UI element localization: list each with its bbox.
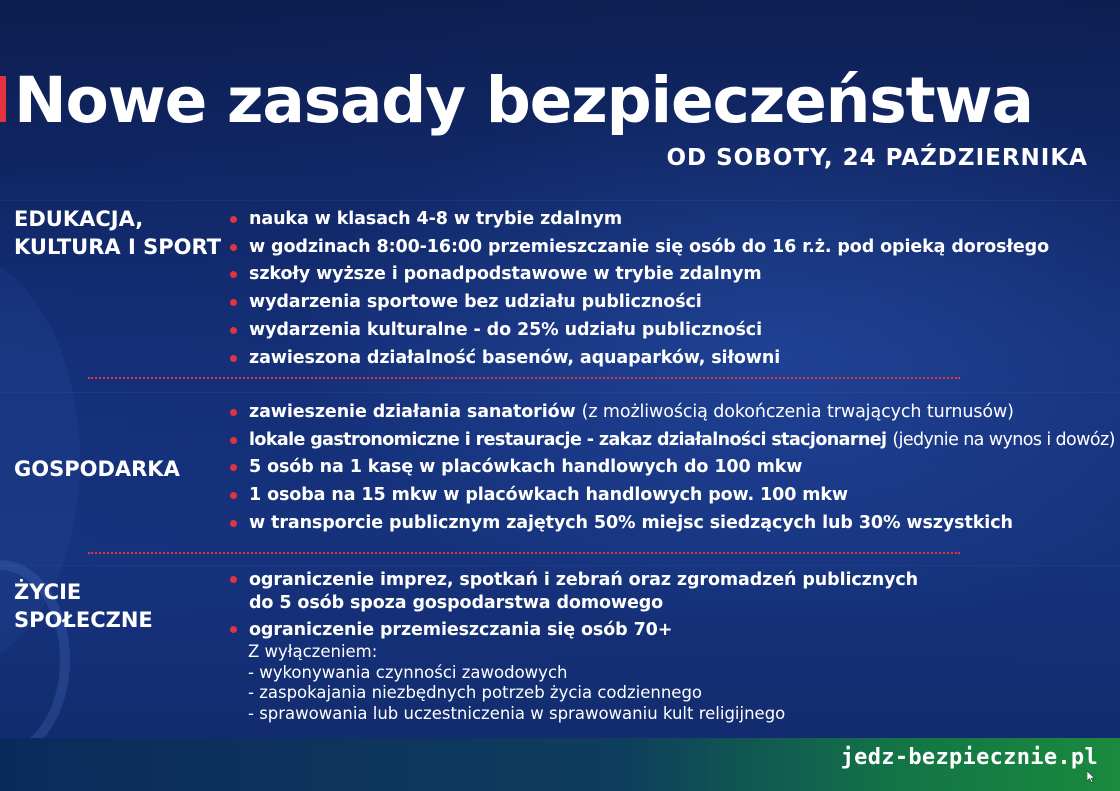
bullet-item — [230, 317, 1049, 345]
red-dot-icon — [230, 216, 237, 223]
bullet-text: 1 osoba na 15 mkw w placówkach handlowych pow. 100 mkw — [249, 485, 848, 506]
background-stripe — [0, 565, 1120, 566]
site-logo[interactable]: jedz-bezpiecznie.pl — [840, 745, 1098, 770]
exceptions-text: Z wyłączeniem: - wykonywania czynności zawodowych - zaspokajania niezbędnych potrzeb życia codziennego - sprawowania lub uczestniczenia w sprawowaniu kult religijnego — [248, 642, 786, 723]
red-dot-icon — [230, 409, 237, 416]
bullet-text: w godzinach 8:00-16:00 przemieszczanie się osób do 16 r.ż. pod opieką dorosłego — [249, 236, 1050, 257]
bullet-item — [230, 206, 1049, 234]
section-label-social-life: ŻYCIE SPOŁECZNE — [14, 580, 153, 632]
bullet-item — [230, 399, 1115, 427]
bullet-item — [230, 617, 918, 644]
bullet-item — [230, 234, 1049, 262]
red-dot-icon — [230, 576, 237, 583]
bullet-text: szkoły wyższe i ponadpodstawowe w trybie zdalnym — [249, 264, 762, 285]
bullet-item — [230, 454, 1115, 482]
red-dot-icon — [230, 355, 237, 362]
red-dot-icon — [230, 626, 237, 633]
bullet-text: zawieszenie działania sanatoriów — [249, 402, 576, 422]
bullet-text: w transporcie publicznym zajętych 50% miejsc siedzących lub 30% wszystkich — [249, 512, 1013, 533]
bullet-note: (jedynie na wynos i dowóz) — [892, 429, 1115, 450]
section-divider — [88, 377, 960, 379]
red-dot-icon — [230, 492, 237, 499]
title-accent-bar — [0, 76, 6, 122]
red-dot-icon — [230, 327, 237, 334]
bullet-text: zawieszona działalność basenów, aquaparków, siłowni — [249, 347, 781, 368]
bullet-item — [230, 510, 1115, 538]
red-dot-icon — [230, 299, 237, 306]
bullet-text: nauka w klasach 4-8 w trybie zdalnym — [249, 209, 623, 229]
bullet-text: wydarzenia kulturalne - do 25% udziału publiczności — [249, 319, 762, 340]
bullet-text: ograniczenie imprez, spotkań i zebrań oraz zgromadzeń publicznych do 5 osób spoza gospodarstwa domowego — [249, 570, 919, 613]
bullet-note: (z możliwością dokończenia trwających turnusów) — [581, 402, 1014, 422]
bullet-list-education — [230, 206, 1049, 372]
red-dot-icon — [230, 271, 237, 278]
bullet-list-social-life — [230, 567, 918, 644]
background-stripe — [0, 200, 1120, 201]
red-dot-icon — [230, 520, 237, 527]
bullet-item — [230, 427, 1115, 455]
section-divider — [88, 552, 960, 554]
red-dot-icon — [230, 244, 237, 251]
bullet-text: 5 osób na 1 kasę w placówkach handlowych do 100 mkw — [249, 457, 803, 478]
bullet-text: lokale gastronomiczne i restauracje - zakaz działalności stacjonarnej — [249, 429, 887, 450]
bullet-list-economy — [230, 399, 1115, 538]
slide-subtitle: OD SOBOTY, 24 PAŹDZIERNIKA — [666, 145, 1088, 171]
bullet-item — [230, 261, 1049, 289]
red-dot-icon — [230, 464, 237, 471]
mouse-pointer-icon — [1087, 771, 1096, 783]
background-stripe — [0, 392, 1120, 393]
red-dot-icon — [230, 437, 237, 444]
bullet-item — [230, 345, 1049, 373]
bullet-item — [230, 289, 1049, 317]
bullet-item — [230, 482, 1115, 510]
slide-title: Nowe zasady bezpieczeństwa — [14, 64, 1033, 137]
section-label-economy: GOSPODARKA — [14, 457, 180, 481]
bullet-item — [230, 567, 918, 617]
section-label-education: EDUKACJA, KULTURA I SPORT — [14, 207, 222, 259]
bullet-text: wydarzenia sportowe bez udziału publiczności — [249, 292, 702, 313]
bullet-text: ograniczenie przemieszczania się osób 70+ — [249, 620, 673, 640]
